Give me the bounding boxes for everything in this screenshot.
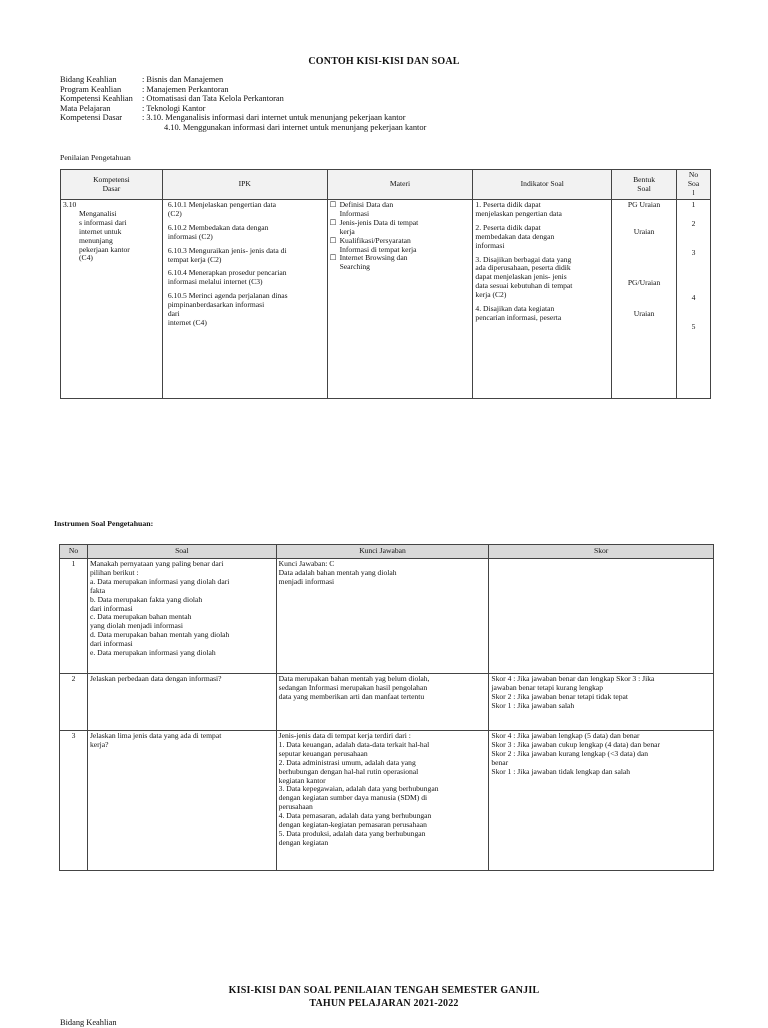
header-materi: Materi [327, 170, 473, 200]
header-no-soal: No Soa l [677, 170, 711, 200]
row-no: 1 [60, 559, 88, 674]
ipk-item: 6.10.2 Membedakan data dengan informasi (C2) [167, 222, 269, 241]
row-skor [489, 559, 714, 674]
identity-label: Program Keahlian [60, 84, 122, 94]
instrumen-label: Instrumen Soal Pengetahuan: [54, 519, 154, 528]
indikator-item: 4. Disajikan data kegiatan pencarian informasi, peserta [475, 304, 562, 322]
document-title: CONTOH KISI-KISI DAN SOAL [308, 56, 460, 67]
kisi-body-row [61, 200, 711, 399]
no-item: 2 [691, 218, 696, 228]
indikator-item: 1. Peserta didik dapat menjelaskan pengertian data [475, 200, 562, 218]
kd-text: Menganalisi s informasi dari internet untuk menunjang pekerjaan kantor (C4) [79, 208, 130, 263]
no-item: 4 [691, 292, 696, 302]
header-ipk: IPK [162, 170, 327, 200]
ipk-item: 6.10.5 Merinci agenda perjalanan dinas pimpinanberdasarkan informasi dari internet (C4) [167, 291, 288, 327]
identity-label: Kompetensi Keahlian [60, 94, 133, 104]
identity-value: : Bisnis dan Manajemen [142, 75, 224, 84]
row-skor: Skor 4 : Jika jawaban lengkap (5 data) dan benar Skor 3 : Jika jawaban cukup lengkap (4 data) dan benar Skor 2 : Jika jawaban kurang lengkap (<3 data) dan benar Skor 1 : Jika jawaban tidak lengkap dan salah [489, 731, 714, 871]
kisi-kisi-table [60, 169, 711, 399]
materi-item: ☐ Jenis-jenis Data di tempat kerja [329, 217, 419, 236]
header-soal: Soal [87, 545, 276, 559]
instrumen-header-row [60, 545, 714, 559]
indikator-item: 2. Peserta didik dapat membedakan data dengan informasi [475, 222, 555, 250]
identity-row-kd [60, 113, 426, 123]
kd-number: 3.10 [63, 200, 77, 209]
identity-row-kompetensi-keahlian [60, 94, 426, 104]
ipk-cell [162, 200, 327, 399]
ipk-item: 6.10.1 Menjelaskan pengertian data (C2) [167, 200, 277, 218]
header-indikator-soal: Indikator Soal [473, 170, 612, 200]
checkbox-bullet-icon: ☐ [329, 253, 337, 263]
identity-value: : Teknologi Kantor [142, 103, 206, 113]
row-soal: Jelaskan perbedaan data dengan informasi? [87, 674, 276, 731]
identity-row-mapel [60, 104, 426, 114]
penilaian-label: Penilaian Pengetahuan [60, 153, 131, 162]
identity-kd-line2: 4.10. Menggunakan informasi dari internet untuk menunjang pekerjaan kantor [164, 122, 427, 132]
row-soal: Jelaskan lima jenis data yang ada di tempat kerja? [87, 731, 276, 871]
identity-value: : Otomatisasi dan Tata Kelola Perkantoran [142, 94, 284, 104]
no-item: 5 [691, 321, 696, 331]
table-row [60, 674, 714, 731]
header-skor: Skor [489, 545, 714, 559]
table-row [60, 559, 714, 674]
checkbox-bullet-icon: ☐ [329, 235, 337, 245]
no-item: 1 [691, 200, 696, 209]
indikator-item: 3. Disajikan berbagai data yang ada diperusahaan, peserta didik dapat menjelaskan jenis- jenis data sesuai kebutuhan di tempat kerja (C2) [475, 254, 573, 300]
bentuk-cell [612, 200, 677, 399]
identity-value: : Manajemen Perkantoran [142, 84, 229, 94]
no-item: 3 [691, 247, 696, 257]
no-soal-cell [677, 200, 711, 399]
checkbox-bullet-icon: ☐ [329, 200, 337, 209]
footer-title-1: KISI-KISI DAN SOAL PENILAIAN TENGAH SEMESTER GANJIL [228, 985, 540, 996]
identity-label: Bidang Keahlian [60, 75, 117, 84]
table-row [60, 731, 714, 871]
bentuk-item: PG/Uraian [627, 277, 661, 287]
checkbox-bullet-icon: ☐ [329, 217, 337, 227]
ipk-item: 6.10.3 Menguraikan jenis- jenis data di tempat kerja (C2) [167, 245, 287, 264]
bentuk-item: Uraian [633, 308, 655, 318]
indikator-cell [473, 200, 612, 399]
header-kompetensi-dasar: Kompetensi Dasar [61, 170, 163, 200]
row-kunci: Kunci Jawaban: C Data adalah bahan mentah yang diolah menjadi informasi [276, 559, 489, 674]
row-soal: Manakah pernyataan yang paling benar dari pilihan berikut : a. Data merupakan informasi yang diolah dari fakta b. Data merupakan fakta yang diolah dari informasi c. Data merupakan bahan mentah yang diolah menjadi informasi d. Data merupakan bahan mentah yang diolah dari informasi e. Data merupakan informasi yang diolah [87, 559, 276, 674]
identity-row-bidang [60, 75, 426, 85]
kisi-header-row [61, 170, 711, 200]
row-kunci: Jenis-jenis data di tempat kerja terdiri dari : 1. Data keuangan, adalah data-data terkait hal-hal seputar keuangan perusahaan 2. Data administrasi umum, adalah data yang berhubungan dengan hal-hal rutin operasional kegiatan kantor 3. Data kepegawaian, adalah data yang berhubungan dengan kegiatan sumber daya manusia (SDM) di perusahaan 4. Data pemasaran, adalah data yang berhubungan dengan kegiatan-kegiatan pemasaran perusahaan 5. Data produksi, adalah data yang berhubungan dengan kegiatan [276, 731, 489, 871]
identity-label: Kompetensi Dasar [60, 113, 123, 123]
header-no: No [60, 545, 88, 559]
row-skor: Skor 4 : Jika jawaban benar dan lengkap Skor 3 : Jika jawaban benar tetapi kurang lengkap Skor 2 : Jika jawaban benar tetapi tidak tepat Skor 1 : Jika jawaban salah [489, 674, 714, 731]
kd-cell [61, 200, 163, 399]
identity-block [60, 75, 426, 133]
bentuk-item: Uraian [633, 226, 655, 236]
identity-label: Mata Pelajaran [60, 103, 111, 113]
ipk-item: 6.10.4 Menerapkan prosedur pencarian informasi melalui internet (C3) [167, 268, 287, 287]
materi-item: ☐ Internet Browsing dan Searching [329, 253, 408, 272]
footer-cut-label: Bidang Keahlian [60, 1018, 117, 1027]
row-no: 3 [60, 731, 88, 871]
materi-item: ☐ Kualifikasi/Persyaratan Informasi di tempat kerja [329, 235, 417, 254]
header-bentuk-soal: Bentuk Soal [612, 170, 677, 200]
header-kunci-jawaban: Kunci Jawaban [276, 545, 489, 559]
row-kunci: Data merupakan bahan mentah yag belum diolah, sedangan Informasi merupakan hasil pengolahan data yang memberikan arti dan manfaat tertentu [276, 674, 489, 731]
identity-row-program [60, 85, 426, 95]
materi-item: ☐ Definisi Data dan Informasi [329, 200, 394, 218]
identity-value: : 3.10. Menganalisis informasi dari internet untuk menunjang pekerjaan kantor [142, 113, 406, 123]
bentuk-item: PG Uraian [627, 200, 661, 209]
instrumen-table [59, 544, 714, 871]
footer-title-2: TAHUN PELAJARAN 2021-2022 [309, 998, 459, 1009]
materi-cell [327, 200, 473, 399]
row-no: 2 [60, 674, 88, 731]
